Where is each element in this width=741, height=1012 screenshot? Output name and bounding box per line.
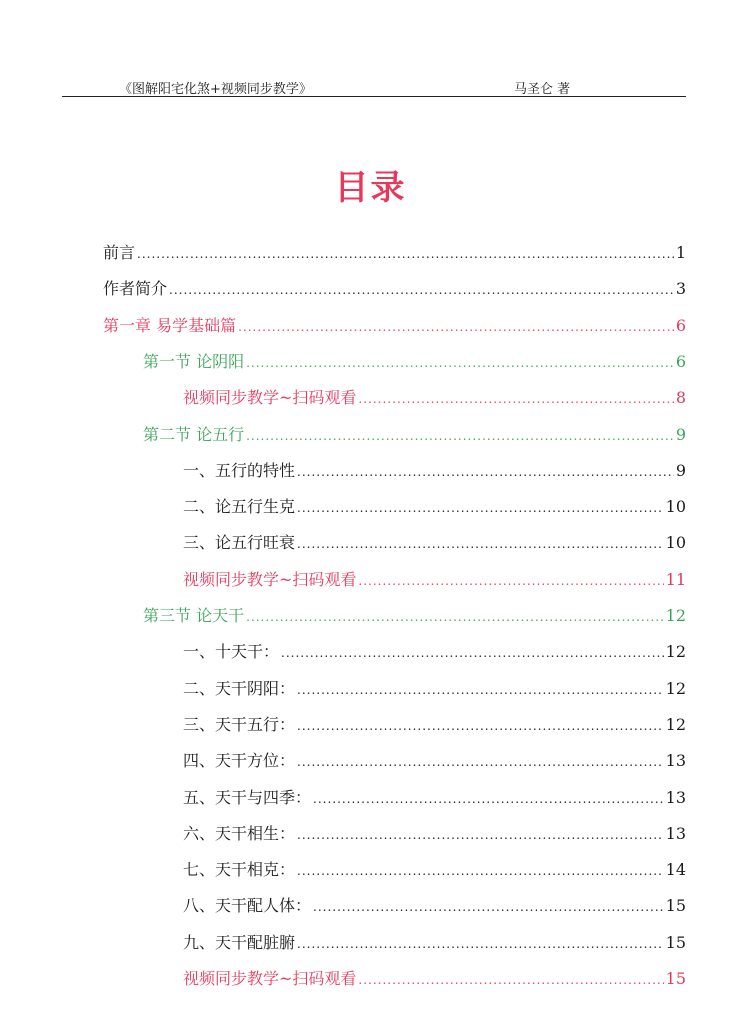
toc-entry[interactable] <box>183 931 686 955</box>
toc-entry-page-number: 15 <box>665 932 686 952</box>
toc-entry[interactable] <box>183 786 686 810</box>
toc-entry[interactable] <box>183 894 686 918</box>
toc-leader-dots <box>246 351 674 375</box>
toc-entry-page-number: 11 <box>665 569 686 589</box>
toc-entry-page-number: 12 <box>665 606 686 625</box>
toc-entry-label: 视频同步教学~扫码观看 <box>183 969 357 988</box>
toc-entry[interactable] <box>183 495 686 519</box>
toc-entry-label: 第三节 论天干 <box>143 606 245 625</box>
toc-entry-page-number: 9 <box>675 424 686 444</box>
toc-entry[interactable] <box>143 423 686 447</box>
toc-entry[interactable] <box>183 677 686 701</box>
toc-entry-page-number: 1 <box>675 243 686 262</box>
toc-entry[interactable] <box>183 531 686 555</box>
toc-leader-dots <box>358 387 673 411</box>
toc-entry[interactable] <box>183 967 686 991</box>
toc-leader-dots <box>297 460 674 484</box>
toc-entry-label: 七、天干相克： <box>183 860 296 880</box>
toc-leader-dots <box>297 714 664 738</box>
toc-entry-page-number: 15 <box>665 896 686 916</box>
toc-leader-dots <box>358 569 663 593</box>
toc-leader-dots <box>297 532 664 556</box>
toc-entry-label: 第二节 论五行 <box>143 424 245 444</box>
toc-leader-dots <box>238 315 674 339</box>
toc-entry-page-number: 12 <box>665 714 686 734</box>
header-author: 马圣仑 著 <box>514 82 571 97</box>
toc-leader-dots <box>297 678 664 702</box>
toc-leader-dots <box>297 496 664 520</box>
toc-entry[interactable] <box>103 277 686 301</box>
toc-leader-dots <box>313 787 664 811</box>
toc-entry[interactable] <box>183 386 686 410</box>
toc-entry-label: 六、天干相生： <box>183 823 296 843</box>
toc-entry-page-number: 6 <box>675 351 686 371</box>
toc-entry-label: 三、天干五行： <box>183 714 296 734</box>
toc-leader-dots <box>313 895 664 919</box>
toc-entry-page-number: 15 <box>665 969 686 988</box>
toc-leader-dots <box>297 750 664 774</box>
toc-leader-dots <box>281 641 664 665</box>
toc-entry-label: 二、论五行生克 <box>183 497 296 517</box>
toc-entry-label: 二、天干阴阳： <box>183 678 296 698</box>
toc-entry-page-number: 9 <box>675 460 686 480</box>
toc-leader-dots <box>297 932 664 956</box>
toc-entry-page-number: 3 <box>675 279 686 299</box>
toc-entry-label: 一、五行的特性 <box>183 460 296 480</box>
toc-entry-page-number: 10 <box>665 497 686 517</box>
toc-entry-label: 三、论五行旺衰 <box>183 533 296 553</box>
toc-leader-dots <box>297 823 664 847</box>
toc-leader-dots <box>169 278 674 302</box>
toc-entry-label: 第一章 易学基础篇 <box>103 315 237 335</box>
toc-entry[interactable] <box>143 350 686 374</box>
page-title: 目录 <box>334 168 407 208</box>
toc-entry-page-number: 14 <box>665 860 686 880</box>
toc-entry[interactable] <box>183 713 686 737</box>
toc-entry-label: 视频同步教学~扫码观看 <box>183 388 357 408</box>
toc-entry[interactable] <box>103 241 686 265</box>
toc-entry-label: 九、天干配脏腑 <box>183 932 296 952</box>
toc-entry-page-number: 6 <box>675 315 686 335</box>
toc-entry[interactable] <box>183 749 686 773</box>
toc-leader-dots <box>297 859 664 883</box>
toc-entry[interactable] <box>103 314 686 338</box>
toc-entry-label: 八、天干配人体： <box>183 896 312 916</box>
toc-entry-page-number: 13 <box>665 823 686 843</box>
running-header <box>62 78 686 97</box>
toc-leader-dots <box>246 605 664 629</box>
toc-entry[interactable] <box>143 604 686 628</box>
toc-entry[interactable] <box>183 640 686 664</box>
toc-entry-label: 第一节 论阴阳 <box>143 351 245 371</box>
toc-entry[interactable] <box>183 568 686 592</box>
toc-leader-dots <box>137 242 674 266</box>
toc-entry-page-number: 12 <box>665 678 686 698</box>
toc-leader-dots <box>358 968 663 992</box>
toc-entry-label: 视频同步教学~扫码观看 <box>183 569 357 589</box>
toc-entry[interactable] <box>183 459 686 483</box>
toc-leader-dots <box>246 424 674 448</box>
toc-entry-label: 前言 <box>103 243 136 262</box>
toc-entry-page-number: 10 <box>665 533 686 553</box>
toc-entry-page-number: 13 <box>665 787 686 807</box>
toc-entry-label: 五、天干与四季： <box>183 787 312 807</box>
toc-entry[interactable] <box>183 858 686 882</box>
toc-entry-page-number: 12 <box>665 642 686 662</box>
header-book-title: 《图解阳宅化煞+视频同步教学》 <box>119 82 312 97</box>
toc-entry-page-number: 13 <box>665 751 686 771</box>
toc-entry-label: 一、十天干： <box>183 642 280 662</box>
toc-entry-page-number: 8 <box>675 388 686 408</box>
toc-entry[interactable] <box>183 822 686 846</box>
toc-entry-label: 四、天干方位： <box>183 751 296 771</box>
toc-entry-label: 作者简介 <box>103 279 168 299</box>
